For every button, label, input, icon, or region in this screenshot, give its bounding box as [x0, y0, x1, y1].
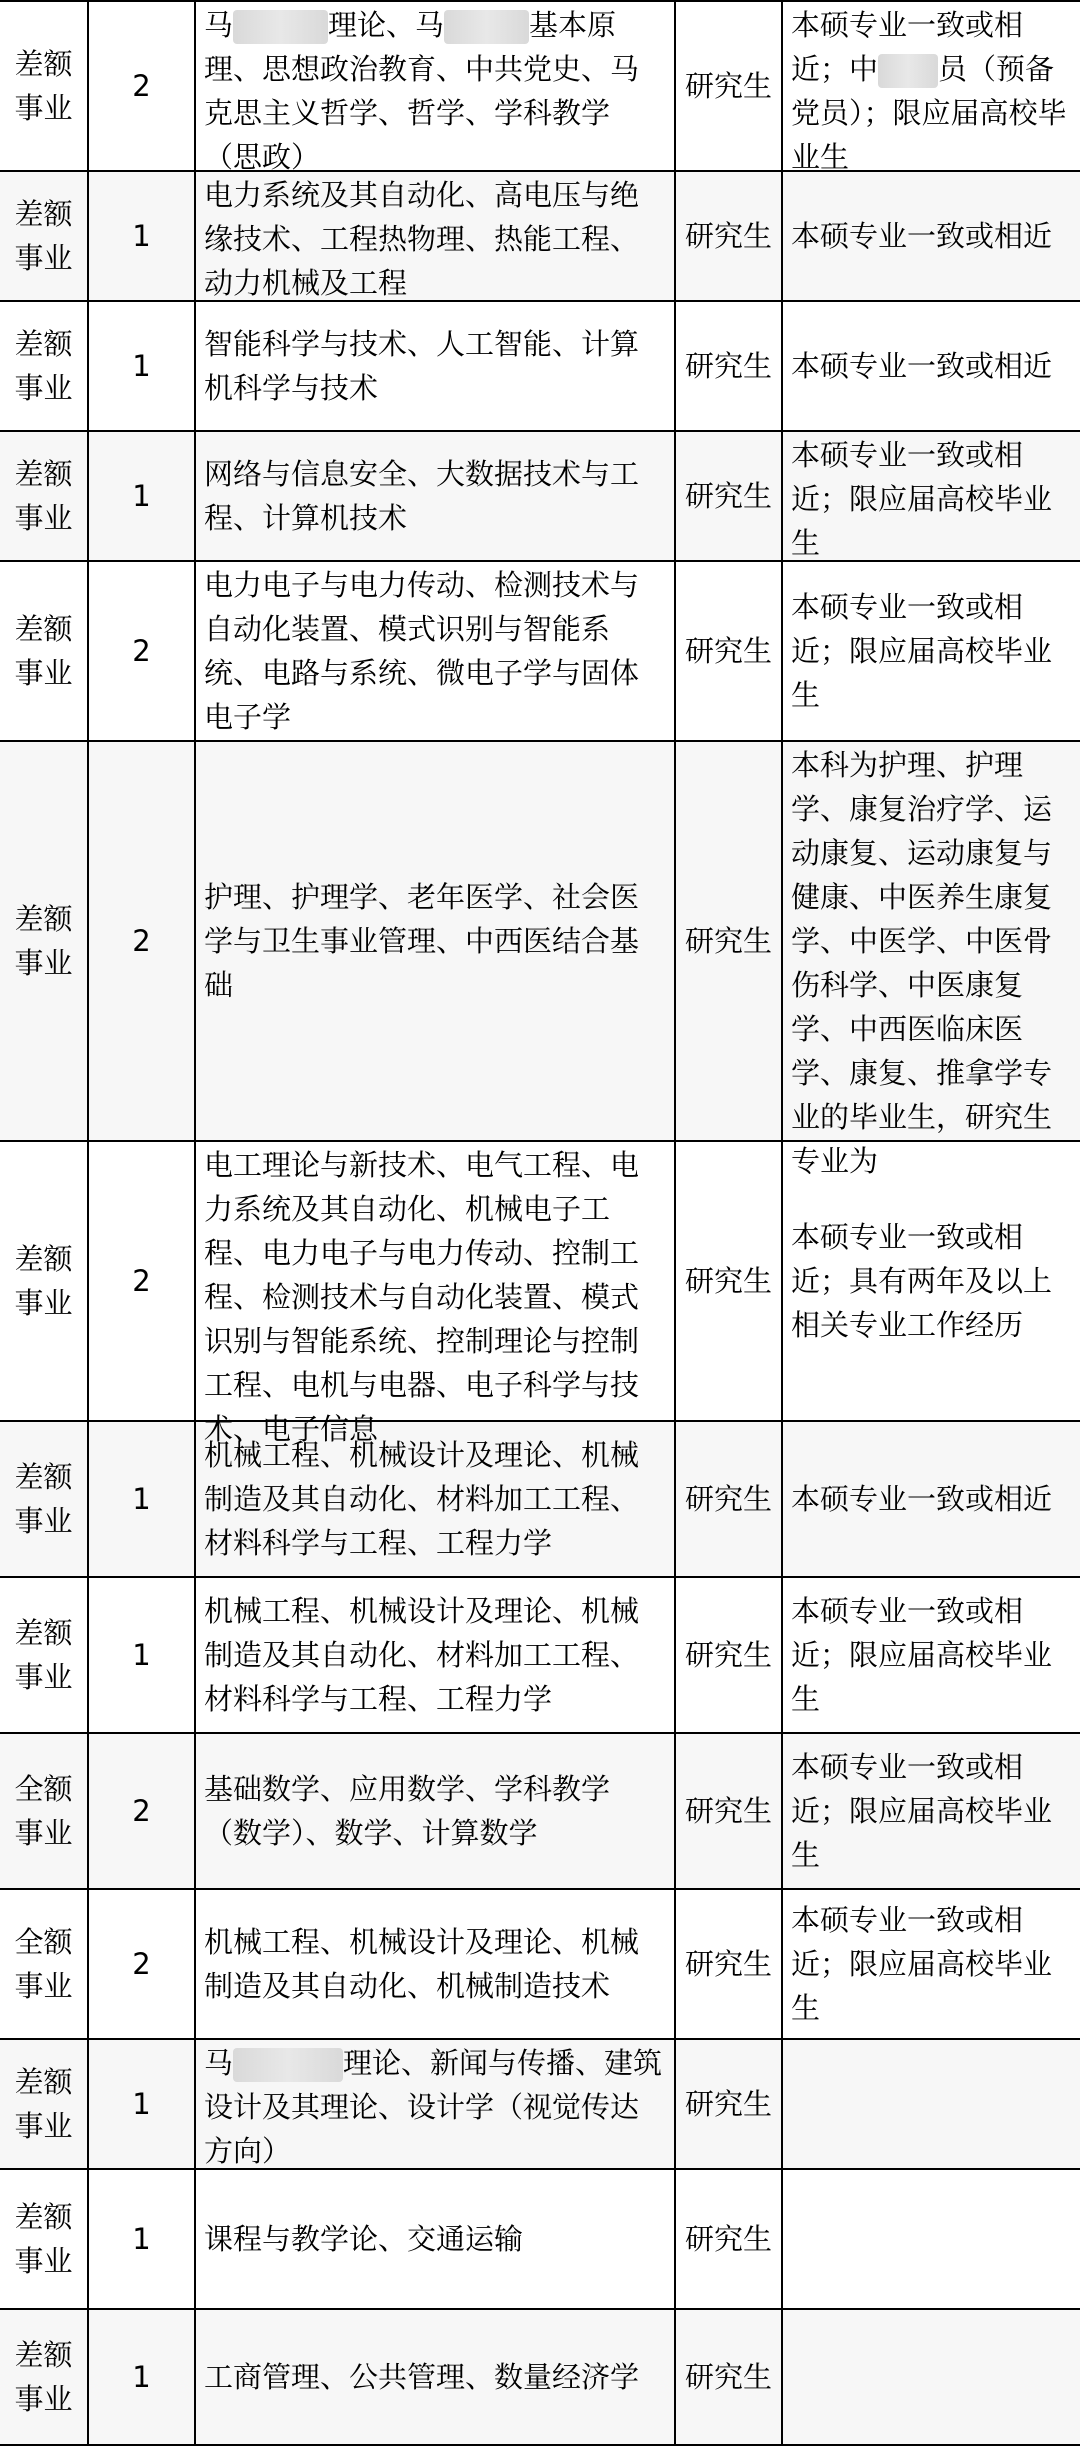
headcount-cell — [88, 2309, 195, 2445]
major-cell-text: 工商管理、公共管理、数量经济学 — [204, 2360, 640, 2394]
requirement-cell — [782, 1733, 1080, 1889]
requirement-cell-text: 本硕专业一致或相近；中 员（预备党员）；限应届高校毕业生 — [791, 8, 1067, 174]
headcount-cell-text: 1 — [132, 1638, 151, 1672]
education-cell-text: 研究生 — [684, 219, 772, 253]
headcount-cell-text: 2 — [132, 1264, 151, 1298]
education-cell — [675, 1421, 782, 1577]
education-cell-text: 研究生 — [684, 479, 772, 513]
education-cell — [675, 2309, 782, 2445]
major-cell — [195, 1, 675, 174]
major-cell-text: 机械工程、机械设计及理论、机械制造及其自动化、材料加工工程、材料科学与工程、工程力学 — [204, 1438, 640, 1560]
requirement-cell-text: 本硕专业一致或相近 — [791, 349, 1053, 383]
education-cell-text: 研究生 — [684, 69, 772, 103]
education-cell-text: 研究生 — [684, 2087, 772, 2121]
requirement-cell — [782, 1421, 1080, 1577]
education-cell-text: 研究生 — [684, 924, 772, 958]
funding-type-cell — [0, 301, 88, 431]
education-cell — [675, 171, 782, 301]
redacted-blur — [878, 54, 938, 88]
education-cell — [675, 741, 782, 1141]
headcount-cell-text: 1 — [132, 349, 151, 383]
education-cell — [675, 561, 782, 741]
education-cell — [675, 1733, 782, 1889]
table-row — [0, 301, 1080, 431]
funding-type-cell-text: 差额 事业 — [14, 457, 73, 535]
funding-type-cell — [0, 1733, 88, 1889]
major-cell-text: 护理、护理学、老年医学、社会医学与卫生事业管理、中西医结合基础 — [204, 880, 640, 1002]
education-cell — [675, 431, 782, 561]
table-row — [0, 1, 1080, 171]
funding-type-cell-text: 差额 事业 — [14, 327, 73, 405]
requirement-cell — [782, 2309, 1080, 2445]
funding-type-cell-text: 差额 事业 — [14, 47, 73, 125]
funding-type-cell — [0, 171, 88, 301]
headcount-cell — [88, 561, 195, 741]
funding-type-cell — [0, 2039, 88, 2169]
headcount-cell-text: 2 — [132, 1947, 151, 1981]
headcount-cell-text: 2 — [132, 1794, 151, 1828]
table-row — [0, 2169, 1080, 2309]
education-cell-text: 研究生 — [684, 1794, 772, 1828]
headcount-cell — [88, 1577, 195, 1733]
headcount-cell — [88, 1141, 195, 1421]
table-row — [0, 171, 1080, 301]
headcount-cell-text: 1 — [132, 479, 151, 513]
funding-type-cell-text: 差额 事业 — [14, 1460, 73, 1538]
education-cell-text: 研究生 — [684, 1638, 772, 1672]
requirement-cell — [782, 1889, 1080, 2039]
funding-type-cell-text: 全额 事业 — [14, 1925, 73, 2003]
funding-type-cell-text: 差额 事业 — [14, 2200, 73, 2278]
major-cell — [195, 1577, 675, 1733]
requirement-cell — [782, 741, 1080, 1178]
major-cell — [195, 431, 675, 561]
major-cell-text: 机械工程、机械设计及理论、机械制造及其自动化、机械制造技术 — [204, 1925, 640, 2003]
table-row — [0, 1421, 1080, 1577]
education-cell-text: 研究生 — [684, 1482, 772, 1516]
education-cell-text: 研究生 — [684, 634, 772, 668]
headcount-cell — [88, 1889, 195, 2039]
funding-type-cell — [0, 431, 88, 561]
redacted-blur — [233, 2048, 343, 2082]
headcount-cell-text: 1 — [132, 219, 151, 253]
education-cell — [675, 301, 782, 431]
requirement-cell-text: 本硕专业一致或相近；限应届高校毕业生 — [791, 590, 1053, 712]
requirement-cell-text: 本硕专业一致或相近；限应届高校毕业生 — [791, 1594, 1053, 1716]
major-cell — [195, 2039, 675, 2169]
major-cell-text: 电力电子与电力传动、检测技术与自动化装置、模式识别与智能系统、电路与系统、微电子学与固体电子学 — [204, 568, 640, 734]
major-cell-text: 电力系统及其自动化、高电压与绝缘技术、工程热物理、热能工程、动力机械及工程 — [204, 178, 640, 300]
major-cell — [195, 1889, 675, 2039]
requirement-cell — [782, 1577, 1080, 1733]
funding-type-cell — [0, 2169, 88, 2309]
major-cell-text: 电工理论与新技术、电气工程、电力系统及其自动化、机械电子工程、电力电子与电力传动、控制工程、检测技术与自动化装置、模式识别与智能系统、控制理论与控制工程、电机与电器、电子科学与技术、电子信息 — [204, 1148, 640, 1446]
funding-type-cell — [0, 1421, 88, 1577]
major-cell — [195, 561, 675, 741]
table-row — [0, 1733, 1080, 1889]
education-cell-text: 研究生 — [684, 349, 772, 383]
funding-type-cell — [0, 1577, 88, 1733]
major-cell-text: 网络与信息安全、大数据技术与工程、计算机技术 — [204, 457, 640, 535]
funding-type-cell-text: 差额 事业 — [14, 612, 73, 690]
funding-type-cell — [0, 1, 88, 171]
funding-type-cell — [0, 1889, 88, 2039]
education-cell-text: 研究生 — [684, 1264, 772, 1298]
headcount-cell — [88, 1421, 195, 1577]
funding-type-cell-text: 差额 事业 — [14, 1616, 73, 1694]
major-cell-text: 基础数学、应用数学、学科教学（数学）、数学、计算数学 — [204, 1772, 611, 1850]
headcount-cell — [88, 431, 195, 561]
requirement-cell — [782, 2169, 1080, 2309]
redacted-blur — [444, 10, 529, 44]
education-cell-text: 研究生 — [684, 1947, 772, 1981]
table-row — [0, 2039, 1080, 2169]
headcount-cell-text: 2 — [132, 924, 151, 958]
headcount-cell — [88, 1, 195, 171]
major-cell — [195, 2169, 675, 2309]
funding-type-cell-text: 差额 事业 — [14, 902, 73, 980]
headcount-cell — [88, 301, 195, 431]
requirement-cell — [782, 171, 1080, 301]
headcount-cell-text: 1 — [132, 2087, 151, 2121]
major-cell — [195, 1141, 675, 1446]
major-cell-text: 课程与教学论、交通运输 — [204, 2222, 524, 2256]
headcount-cell — [88, 2169, 195, 2309]
requirement-cell — [782, 2039, 1080, 2169]
headcount-cell — [88, 171, 195, 301]
major-cell-text: 智能科学与技术、人工智能、计算机科学与技术 — [204, 327, 640, 405]
requirement-cell-text: 本硕专业一致或相近；限应届高校毕业生 — [791, 1903, 1053, 2025]
education-cell — [675, 1141, 782, 1421]
funding-type-cell-text: 差额 事业 — [14, 2065, 73, 2143]
requirement-cell — [782, 431, 1080, 561]
requirement-cell-text: 本硕专业一致或相近 — [791, 1482, 1053, 1516]
table-row — [0, 1577, 1080, 1733]
table-row — [0, 431, 1080, 561]
headcount-cell-text: 1 — [132, 2222, 151, 2256]
headcount-cell — [88, 2039, 195, 2169]
table-row — [0, 1889, 1080, 2039]
headcount-cell-text: 1 — [132, 1482, 151, 1516]
requirement-cell-text: 本硕专业一致或相近；限应届高校毕业生 — [791, 438, 1053, 560]
funding-type-cell — [0, 741, 88, 1141]
requirement-cell-text: 本硕专业一致或相近 — [791, 219, 1053, 253]
table-row — [0, 1141, 1080, 1421]
education-cell — [675, 2169, 782, 2309]
major-cell-text: 马 理论、马 基本原理、思想政治教育、中共党史、马克思主义哲学、哲学、学科教学（思政） — [204, 8, 640, 174]
major-cell — [195, 171, 675, 301]
major-cell — [195, 1733, 675, 1889]
funding-type-cell-text: 全额 事业 — [14, 1772, 73, 1850]
requirement-cell-text: 本科为护理、护理学、康复治疗学、运动康复、运动康复与健康、中医养生康复学、中医学、中医骨伤科学、中医康复学、中西医临床医学、康复、推拿学专业的毕业生，研究生专业为 — [791, 748, 1053, 1178]
major-cell — [195, 301, 675, 431]
requirement-cell — [782, 561, 1080, 741]
table-row — [0, 561, 1080, 741]
education-cell — [675, 1577, 782, 1733]
requirement-cell — [782, 301, 1080, 431]
education-cell-text: 研究生 — [684, 2360, 772, 2394]
headcount-cell — [88, 1733, 195, 1889]
funding-type-cell-text: 差额 事业 — [14, 1242, 73, 1320]
redacted-blur — [233, 10, 328, 44]
funding-type-cell — [0, 2309, 88, 2445]
headcount-cell — [88, 741, 195, 1141]
funding-type-cell — [0, 561, 88, 741]
funding-type-cell — [0, 1141, 88, 1421]
requirement-cell-text: 本硕专业一致或相近；限应届高校毕业生 — [791, 1750, 1053, 1872]
major-cell-text: 机械工程、机械设计及理论、机械制造及其自动化、材料加工工程、材料科学与工程、工程力学 — [204, 1594, 640, 1716]
education-cell — [675, 2039, 782, 2169]
headcount-cell-text: 2 — [132, 634, 151, 668]
education-cell-text: 研究生 — [684, 2222, 772, 2256]
headcount-cell-text: 1 — [132, 2360, 151, 2394]
education-cell — [675, 1889, 782, 2039]
table-row — [0, 741, 1080, 1141]
major-cell — [195, 741, 675, 1141]
major-cell — [195, 1421, 675, 1577]
headcount-cell-text: 2 — [132, 69, 151, 103]
requirement-cell — [782, 1141, 1080, 1421]
major-cell — [195, 2309, 675, 2445]
funding-type-cell-text: 差额 事业 — [14, 197, 73, 275]
major-cell-text: 马 理论、新闻与传播、建筑设计及其理论、设计学（视觉传达方向） — [204, 2046, 663, 2168]
requirement-cell-text: 本硕专业一致或相近；具有两年及以上相关专业工作经历 — [791, 1220, 1053, 1342]
education-cell — [675, 1, 782, 171]
requirement-cell — [782, 1, 1080, 174]
funding-type-cell-text: 差额 事业 — [14, 2338, 73, 2416]
table-row — [0, 2309, 1080, 2445]
